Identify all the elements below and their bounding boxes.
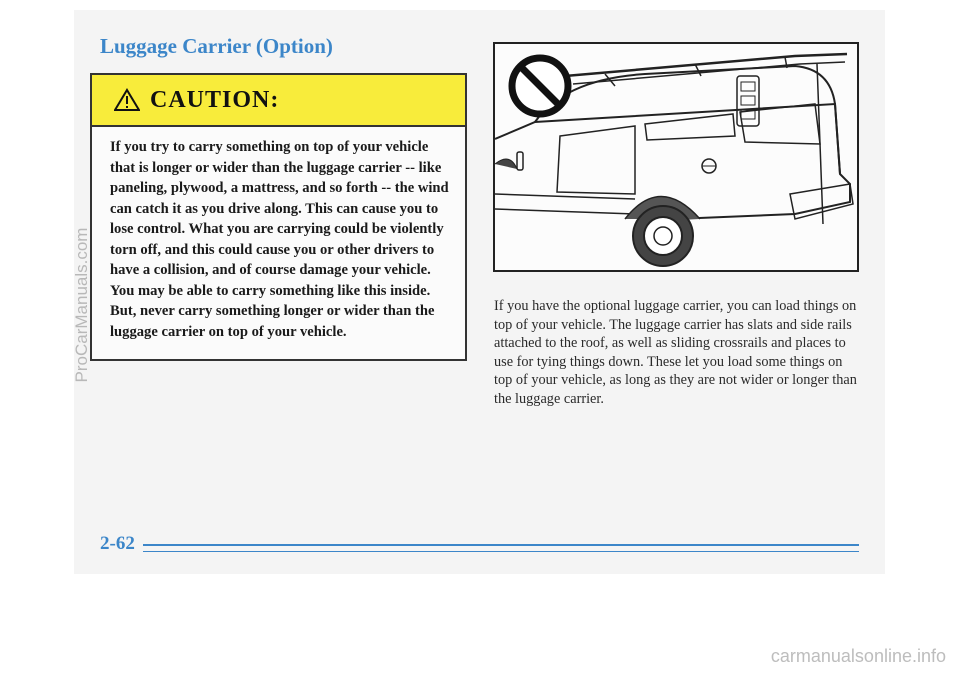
footer-rule [143,544,859,552]
caution-header [92,75,465,127]
van-drawing [495,44,857,270]
caution-text: If you try to carry something on top of your vehicle that is longer or wider than the luggage carrier -- like paneling, plywood, a mattress, and so forth -- the wind can catch it as you drive along. This can cause you to lose control. What you are carrying could be violently torn off, and this could cause you or other drivers to have a collision, and of course damage your vehicle. You may be able to carry something like this inside. But, never carry something longer or wider than the luggage carrier on top of your vehicle. [110,139,449,340]
side-watermark: ProCarManuals.com [72,227,91,383]
no-symbol-icon [512,58,568,114]
van-roof-carrier-illustration [493,42,859,272]
page-number: 2-62 [100,533,135,554]
caution-label: CAUTION: [150,86,280,113]
bottom-watermark: carmanualsonline.info [770,646,946,666]
section-title: Luggage Carrier (Option) [100,34,333,58]
caution-box [90,73,467,361]
body-paragraph: If you have the optional luggage carrier, you can load things on top of your vehicle. The luggage carrier has slats and side rails attached to the roof, as well as sliding crossrails and places to use for tying things down. These let you load some things on top of your vehicle, as long as they are not wider or longer than the luggage carrier. [494,298,857,407]
warning-triangle-icon [114,88,140,112]
